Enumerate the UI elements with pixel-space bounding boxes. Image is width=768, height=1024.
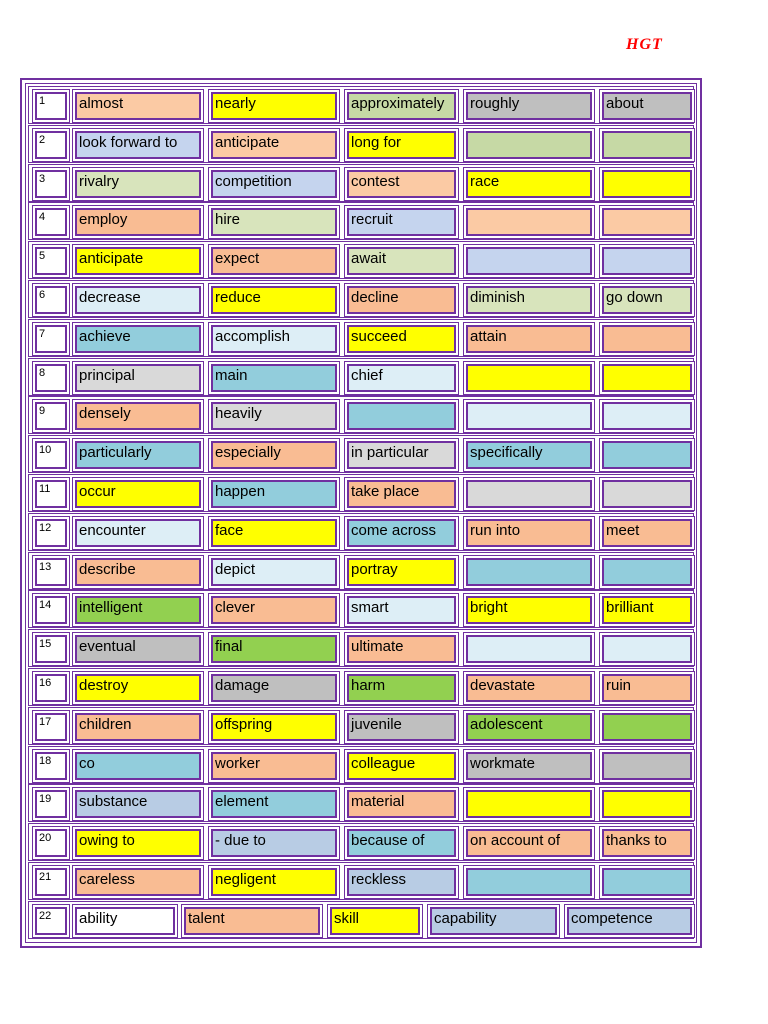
word-box: happen: [211, 480, 337, 508]
word-cell: [72, 167, 204, 201]
word-box: [466, 208, 592, 236]
word-box: [466, 868, 592, 896]
word-cell: [599, 865, 695, 899]
word-cell: [72, 399, 204, 433]
row-number: 3: [35, 170, 67, 198]
word-box: approximately: [347, 92, 456, 120]
word-box: ruin: [602, 674, 692, 702]
word-cell: [208, 632, 340, 666]
row-number-cell: [32, 283, 70, 317]
word-box: [466, 247, 592, 275]
word-box: bright: [466, 596, 592, 624]
word-box: heavily: [211, 402, 337, 430]
word-box: because of: [347, 829, 456, 857]
word-box: [602, 752, 692, 780]
word-cell: [599, 516, 695, 550]
row-number: 2: [35, 131, 67, 159]
word-box: specifically: [466, 441, 592, 469]
row-number: 5: [35, 247, 67, 275]
word-box: nearly: [211, 92, 337, 120]
word-box: - due to: [211, 829, 337, 857]
word-cell: [344, 787, 459, 821]
word-box: co: [75, 752, 201, 780]
word-box: almost: [75, 92, 201, 120]
table-row: [28, 707, 694, 745]
word-cell: [344, 749, 459, 783]
word-cell: [344, 477, 459, 511]
table-row: [28, 590, 694, 628]
word-cell: [427, 904, 560, 938]
table-row: [28, 901, 694, 939]
vocabulary-table: [20, 78, 702, 948]
word-cell: [72, 128, 204, 162]
word-box: anticipate: [75, 247, 201, 275]
table-row: [28, 629, 694, 667]
word-box: reckless: [347, 868, 456, 896]
row-number-cell: [32, 477, 70, 511]
word-box: [602, 790, 692, 818]
word-cell: [344, 205, 459, 239]
word-box: employ: [75, 208, 201, 236]
word-cell: [208, 826, 340, 860]
word-cell: [344, 128, 459, 162]
word-box: decrease: [75, 286, 201, 314]
word-box: skill: [330, 907, 420, 935]
word-cell: [599, 671, 695, 705]
word-box: look forward to: [75, 131, 201, 159]
word-cell: [72, 244, 204, 278]
word-box: final: [211, 635, 337, 663]
word-cell: [208, 671, 340, 705]
word-box: chief: [347, 364, 456, 392]
word-cell: [599, 787, 695, 821]
word-cell: [463, 477, 595, 511]
word-box: clever: [211, 596, 337, 624]
word-cell: [599, 710, 695, 744]
word-box: worker: [211, 752, 337, 780]
word-box: workmate: [466, 752, 592, 780]
word-cell: [72, 477, 204, 511]
word-box: come across: [347, 519, 456, 547]
row-number-cell: [32, 128, 70, 162]
word-cell: [463, 593, 595, 627]
row-number: 20: [35, 829, 67, 857]
word-cell: [344, 361, 459, 395]
word-cell: [344, 283, 459, 317]
word-cell: [463, 826, 595, 860]
word-cell: [463, 167, 595, 201]
table-row: [28, 125, 694, 163]
table-row: [28, 513, 694, 551]
word-cell: [599, 826, 695, 860]
word-box: achieve: [75, 325, 201, 353]
row-number: 8: [35, 364, 67, 392]
word-box: especially: [211, 441, 337, 469]
table-row: [28, 862, 694, 900]
word-cell: [72, 322, 204, 356]
row-number-cell: [32, 438, 70, 472]
word-cell: [599, 593, 695, 627]
word-box: [602, 247, 692, 275]
word-box: [602, 868, 692, 896]
word-box: succeed: [347, 325, 456, 353]
word-box: anticipate: [211, 131, 337, 159]
word-cell: [208, 477, 340, 511]
row-number-cell: [32, 361, 70, 395]
word-cell: [208, 205, 340, 239]
word-box: race: [466, 170, 592, 198]
table-row: [28, 552, 694, 590]
word-box: run into: [466, 519, 592, 547]
word-box: depict: [211, 558, 337, 586]
word-cell: [72, 361, 204, 395]
word-cell: [72, 787, 204, 821]
word-cell: [72, 438, 204, 472]
word-box: [602, 131, 692, 159]
row-number-cell: [32, 787, 70, 821]
word-cell: [463, 710, 595, 744]
word-cell: [599, 205, 695, 239]
word-box: long for: [347, 131, 456, 159]
word-box: thanks to: [602, 829, 692, 857]
word-cell: [344, 438, 459, 472]
word-cell: [72, 749, 204, 783]
table-row: [28, 358, 694, 396]
row-number-cell: [32, 865, 70, 899]
word-box: [466, 131, 592, 159]
row-number-cell: [32, 555, 70, 589]
word-cell: [599, 438, 695, 472]
word-cell: [208, 710, 340, 744]
word-box: [602, 208, 692, 236]
row-number: 10: [35, 441, 67, 469]
table-row: [28, 86, 694, 124]
row-number-cell: [32, 710, 70, 744]
row-number: 9: [35, 402, 67, 430]
table-row: [28, 784, 694, 822]
word-box: negligent: [211, 868, 337, 896]
word-box: portray: [347, 558, 456, 586]
word-box: [602, 441, 692, 469]
word-cell: [463, 361, 595, 395]
table-row: [28, 241, 694, 279]
word-cell: [72, 904, 178, 938]
word-cell: [463, 322, 595, 356]
row-number-cell: [32, 167, 70, 201]
word-box: [602, 480, 692, 508]
word-cell: [463, 205, 595, 239]
word-box: attain: [466, 325, 592, 353]
row-number: 22: [35, 907, 67, 935]
word-box: children: [75, 713, 201, 741]
word-cell: [208, 244, 340, 278]
word-cell: [72, 89, 204, 123]
row-number: 18: [35, 752, 67, 780]
word-cell: [463, 128, 595, 162]
word-cell: [208, 593, 340, 627]
row-number-cell: [32, 593, 70, 627]
hgt-mark: HGT: [626, 36, 663, 53]
word-cell: [599, 399, 695, 433]
row-number-cell: [32, 671, 70, 705]
word-box: owing to: [75, 829, 201, 857]
word-cell: [463, 865, 595, 899]
row-number: 17: [35, 713, 67, 741]
word-box: [602, 325, 692, 353]
word-cell: [599, 89, 695, 123]
word-box: roughly: [466, 92, 592, 120]
word-cell: [208, 89, 340, 123]
word-cell: [463, 555, 595, 589]
word-box: competition: [211, 170, 337, 198]
word-box: [466, 402, 592, 430]
table-row: [28, 823, 694, 861]
word-box: element: [211, 790, 337, 818]
word-box: [466, 635, 592, 663]
word-cell: [344, 555, 459, 589]
word-box: particularly: [75, 441, 201, 469]
word-cell: [181, 904, 323, 938]
word-box: harm: [347, 674, 456, 702]
word-cell: [344, 865, 459, 899]
word-box: encounter: [75, 519, 201, 547]
row-number: 11: [35, 480, 67, 508]
row-number-cell: [32, 749, 70, 783]
word-box: devastate: [466, 674, 592, 702]
row-number: 1: [35, 92, 67, 120]
word-cell: [463, 516, 595, 550]
word-box: principal: [75, 364, 201, 392]
table-row: [28, 474, 694, 512]
word-cell: [599, 749, 695, 783]
word-box: go down: [602, 286, 692, 314]
word-cell: [72, 205, 204, 239]
word-box: await: [347, 247, 456, 275]
row-number-cell: [32, 904, 70, 938]
word-cell: [208, 555, 340, 589]
word-cell: [72, 826, 204, 860]
word-cell: [599, 128, 695, 162]
word-box: [466, 364, 592, 392]
word-box: densely: [75, 402, 201, 430]
row-number-cell: [32, 826, 70, 860]
table-row: [28, 164, 694, 202]
word-cell: [599, 555, 695, 589]
word-box: describe: [75, 558, 201, 586]
row-number-cell: [32, 632, 70, 666]
word-cell: [599, 322, 695, 356]
word-cell: [463, 671, 595, 705]
word-box: capability: [430, 907, 557, 935]
word-box: main: [211, 364, 337, 392]
word-cell: [599, 283, 695, 317]
row-number: 12: [35, 519, 67, 547]
word-cell: [599, 477, 695, 511]
word-box: ultimate: [347, 635, 456, 663]
word-box: substance: [75, 790, 201, 818]
row-number-cell: [32, 89, 70, 123]
word-cell: [463, 283, 595, 317]
word-box: meet: [602, 519, 692, 547]
word-cell: [564, 904, 695, 938]
word-box: destroy: [75, 674, 201, 702]
word-cell: [208, 167, 340, 201]
word-box: adolescent: [466, 713, 592, 741]
word-cell: [72, 516, 204, 550]
word-cell: [327, 904, 423, 938]
word-cell: [463, 632, 595, 666]
word-cell: [344, 826, 459, 860]
word-cell: [599, 167, 695, 201]
word-cell: [208, 322, 340, 356]
word-box: take place: [347, 480, 456, 508]
word-box: decline: [347, 286, 456, 314]
word-box: brilliant: [602, 596, 692, 624]
word-cell: [463, 787, 595, 821]
word-box: [466, 558, 592, 586]
word-cell: [208, 399, 340, 433]
word-cell: [208, 749, 340, 783]
word-box: reduce: [211, 286, 337, 314]
word-cell: [344, 399, 459, 433]
word-cell: [208, 516, 340, 550]
word-cell: [208, 787, 340, 821]
word-cell: [72, 671, 204, 705]
word-cell: [599, 632, 695, 666]
word-box: diminish: [466, 286, 592, 314]
word-box: [347, 402, 456, 430]
row-number-cell: [32, 205, 70, 239]
word-cell: [72, 710, 204, 744]
word-box: juvenile: [347, 713, 456, 741]
word-cell: [463, 438, 595, 472]
row-number: 4: [35, 208, 67, 236]
word-box: eventual: [75, 635, 201, 663]
word-box: about: [602, 92, 692, 120]
word-box: smart: [347, 596, 456, 624]
word-cell: [208, 283, 340, 317]
word-box: [602, 713, 692, 741]
word-box: colleague: [347, 752, 456, 780]
word-cell: [463, 244, 595, 278]
word-cell: [463, 399, 595, 433]
word-cell: [72, 283, 204, 317]
word-box: hire: [211, 208, 337, 236]
row-number-cell: [32, 516, 70, 550]
table-row: [28, 435, 694, 473]
word-box: intelligent: [75, 596, 201, 624]
row-number-cell: [32, 399, 70, 433]
table-row: [28, 396, 694, 434]
row-number: 21: [35, 868, 67, 896]
word-box: [466, 480, 592, 508]
word-cell: [344, 89, 459, 123]
table-row: [28, 280, 694, 318]
word-box: rivalry: [75, 170, 201, 198]
word-box: material: [347, 790, 456, 818]
row-number: 15: [35, 635, 67, 663]
word-box: [466, 790, 592, 818]
word-cell: [72, 593, 204, 627]
word-box: [602, 635, 692, 663]
word-box: [602, 170, 692, 198]
word-box: contest: [347, 170, 456, 198]
row-number: 6: [35, 286, 67, 314]
word-cell: [344, 244, 459, 278]
table-row: [28, 746, 694, 784]
word-cell: [344, 671, 459, 705]
word-box: face: [211, 519, 337, 547]
word-cell: [344, 516, 459, 550]
word-box: in particular: [347, 441, 456, 469]
word-cell: [72, 632, 204, 666]
word-cell: [344, 322, 459, 356]
word-cell: [208, 128, 340, 162]
word-box: [602, 402, 692, 430]
word-box: on account of: [466, 829, 592, 857]
word-box: [602, 558, 692, 586]
row-number-cell: [32, 322, 70, 356]
word-box: offspring: [211, 713, 337, 741]
word-cell: [208, 361, 340, 395]
word-cell: [72, 555, 204, 589]
word-cell: [599, 244, 695, 278]
row-number: 19: [35, 790, 67, 818]
word-box: competence: [567, 907, 692, 935]
word-box: careless: [75, 868, 201, 896]
word-cell: [344, 710, 459, 744]
row-number: 13: [35, 558, 67, 586]
word-cell: [463, 89, 595, 123]
table-inner-border: [25, 83, 697, 943]
row-number-cell: [32, 244, 70, 278]
word-box: accomplish: [211, 325, 337, 353]
word-box: ability: [75, 907, 175, 935]
word-box: expect: [211, 247, 337, 275]
word-cell: [344, 167, 459, 201]
word-box: occur: [75, 480, 201, 508]
row-number: 7: [35, 325, 67, 353]
word-cell: [344, 593, 459, 627]
word-cell: [599, 361, 695, 395]
table-row: [28, 668, 694, 706]
word-cell: [72, 865, 204, 899]
word-box: talent: [184, 907, 320, 935]
row-number: 16: [35, 674, 67, 702]
table-row: [28, 319, 694, 357]
word-cell: [344, 632, 459, 666]
table-row: [28, 202, 694, 240]
word-cell: [208, 438, 340, 472]
word-box: [602, 364, 692, 392]
word-box: recruit: [347, 208, 456, 236]
word-box: damage: [211, 674, 337, 702]
word-cell: [463, 749, 595, 783]
row-number: 14: [35, 596, 67, 624]
word-cell: [208, 865, 340, 899]
